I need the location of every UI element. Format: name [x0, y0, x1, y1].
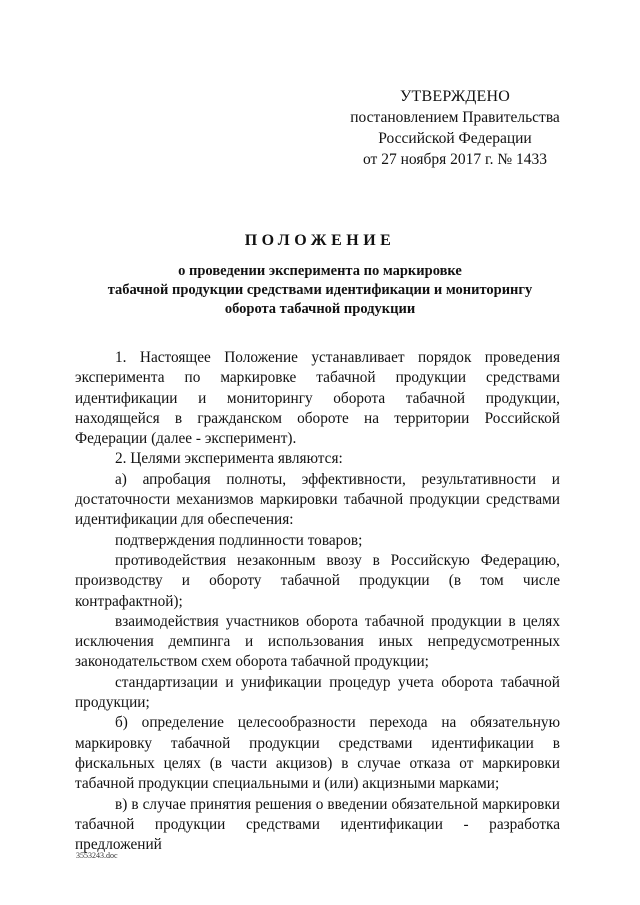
document-body: [75, 348, 560, 855]
approval-line-2: Российской Федерации: [378, 130, 532, 147]
paragraph-4: подтверждения подлинности товаров;: [115, 531, 363, 549]
file-name-footer: 3553243.doc: [76, 851, 118, 860]
subtitle-line-2: табачной продукции средствами идентификации и мониторингу: [107, 282, 533, 298]
approval-heading: УТВЕРЖДЕНО: [399, 88, 510, 105]
approval-line-1: постановлением Правительства: [350, 109, 560, 126]
paragraph-2: 2. Целями эксперимента являются:: [115, 450, 343, 468]
document-title: ПОЛОЖЕНИЕ: [244, 232, 396, 249]
paragraph-7: стандартизации и унификации процедур учета оборота табачной продукции;: [75, 673, 560, 712]
approval-line-3: от 27 ноября 2017 г. № 1433: [363, 151, 547, 168]
paragraph-5: противодействия незаконным ввозу в Российскую Федерацию, производству и обороту табачной продукции (в том числе контрафактной);: [75, 551, 560, 610]
paragraph-8: б) определение целесообразности перехода на обязательную маркировку табачной продукции средствами идентификации в фискальных целях (в части акцизов) в случае отказа от маркировки табачной продукции специальными и (или) акцизными марками;: [75, 714, 560, 793]
document-subtitle: [60, 262, 580, 319]
subtitle-line-3: оборота табачной продукции: [224, 301, 416, 317]
paragraph-9: в) в случае принятия решения о введении обязательной маркировки табачной продукции средствами идентификации - разработка предложений: [75, 795, 560, 854]
paragraph-1: 1. Настоящее Положение устанавливает порядок проведения эксперимента по маркировке табачной продукции средствами идентификации и мониторингу оборота табачной продукции, находящейся в гражданском обороте на территории Российской Федерации (далее - эксперимент).: [75, 349, 560, 448]
subtitle-line-1: о проведении эксперимента по маркировке: [178, 263, 462, 279]
paragraph-3: а) апробация полноты, эффективности, результативности и достаточности механизмов маркировки табачной продукции средствами идентификации для обеспечения:: [75, 470, 560, 529]
paragraph-6: взаимодействия участников оборота табачной продукции в целях исключения демпинга и использования иных непредусмотренных законодательством схем оборота табачной продукции;: [75, 612, 560, 671]
approval-stamp: [330, 86, 580, 170]
